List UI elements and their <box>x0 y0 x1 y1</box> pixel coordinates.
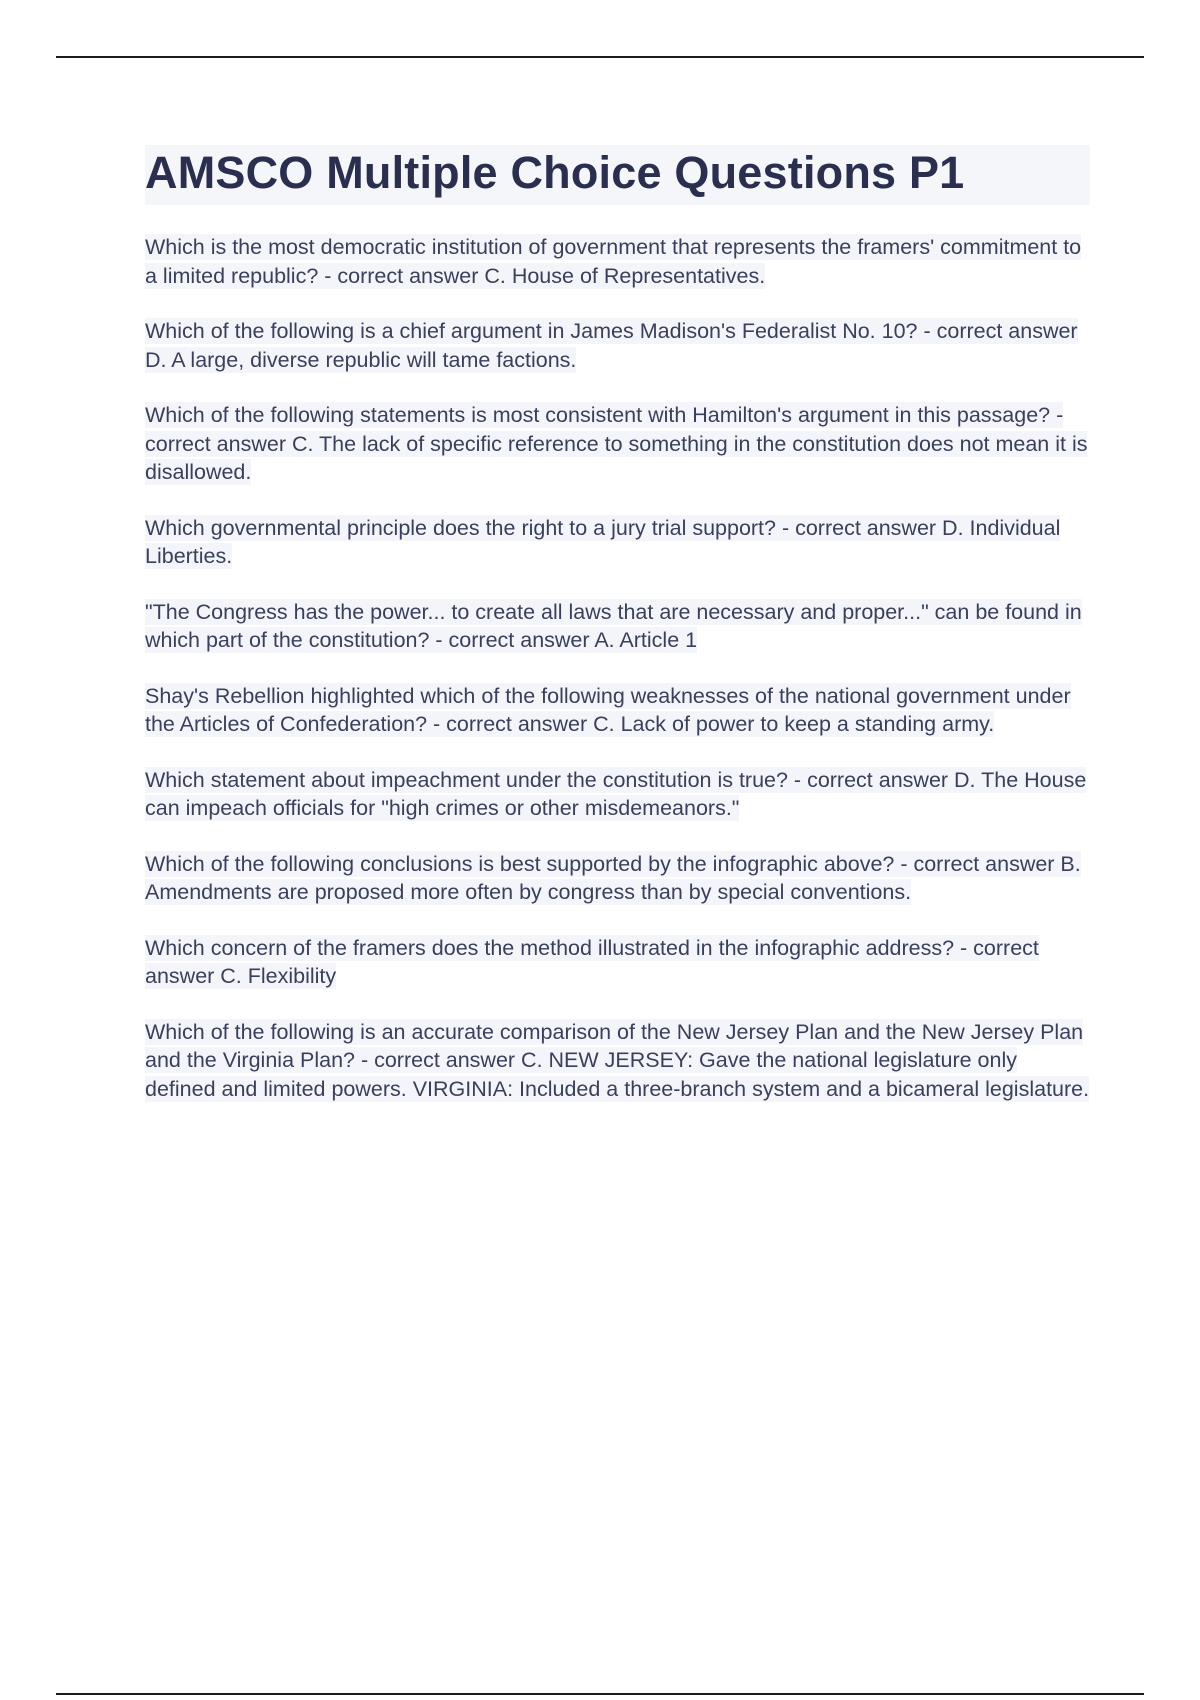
top-rule <box>56 56 1144 58</box>
qa-item-text: Which of the following statements is most consistent with Hamilton's argument in this passage? - correct answer C. The lack of specific reference to something in the constitution does not mean it is disallowed. <box>145 403 1088 484</box>
qa-item-text: Which is the most democratic institution of government that represents the framers' commitment to a limited republic? - correct answer C. House of Representatives. <box>145 235 1082 288</box>
qa-item <box>145 934 1090 991</box>
qa-item <box>145 401 1090 487</box>
page-title: AMSCO Multiple Choice Questions P1 <box>145 145 1090 205</box>
qa-item-text: Which of the following is a chief argument in James Madison's Federalist No. 10? - correct answer D. A large, diverse republic will tame factions. <box>145 319 1078 372</box>
qa-item-text: Which of the following conclusions is best supported by the infographic above? - correct answer B. Amendments are proposed more often by congress than by special conventions. <box>145 851 1081 904</box>
document-body <box>145 145 1090 1130</box>
qa-item-text: "The Congress has the power... to create all laws that are necessary and proper..." can be found in which part of the constitution? - correct answer A. Article 1 <box>145 599 1082 652</box>
qa-item-text: Which of the following is an accurate comparison of the New Jersey Plan and the New Jersey Plan and the Virginia Plan? - correct answer C. NEW JERSEY: Gave the national legislature only defined and limited powers. VIRGINIA: Included a three-branch system and a bicameral legislature. <box>145 1019 1090 1101</box>
qa-item-text: Which concern of the framers does the method illustrated in the infographic address? - correct answer C. Flexibility <box>145 935 1039 988</box>
qa-item <box>145 682 1090 739</box>
qa-item-text: Which statement about impeachment under the constitution is true? - correct answer D. The House can impeach officials for "high crimes or other misdemeanors." <box>145 767 1087 820</box>
question-list <box>145 233 1090 1103</box>
qa-item <box>145 514 1090 571</box>
qa-item <box>145 598 1090 655</box>
qa-item <box>145 233 1090 290</box>
qa-item <box>145 317 1090 374</box>
qa-item <box>145 766 1090 823</box>
qa-item <box>145 1018 1090 1104</box>
bottom-rule <box>56 1693 1144 1695</box>
qa-item-text: Shay's Rebellion highlighted which of the following weaknesses of the national government under the Articles of Confederation? - correct answer C. Lack of power to keep a standing army. <box>145 683 1071 736</box>
qa-item-text: Which governmental principle does the right to a jury trial support? - correct answer D. Individual Liberties. <box>145 515 1061 568</box>
qa-item <box>145 850 1090 907</box>
